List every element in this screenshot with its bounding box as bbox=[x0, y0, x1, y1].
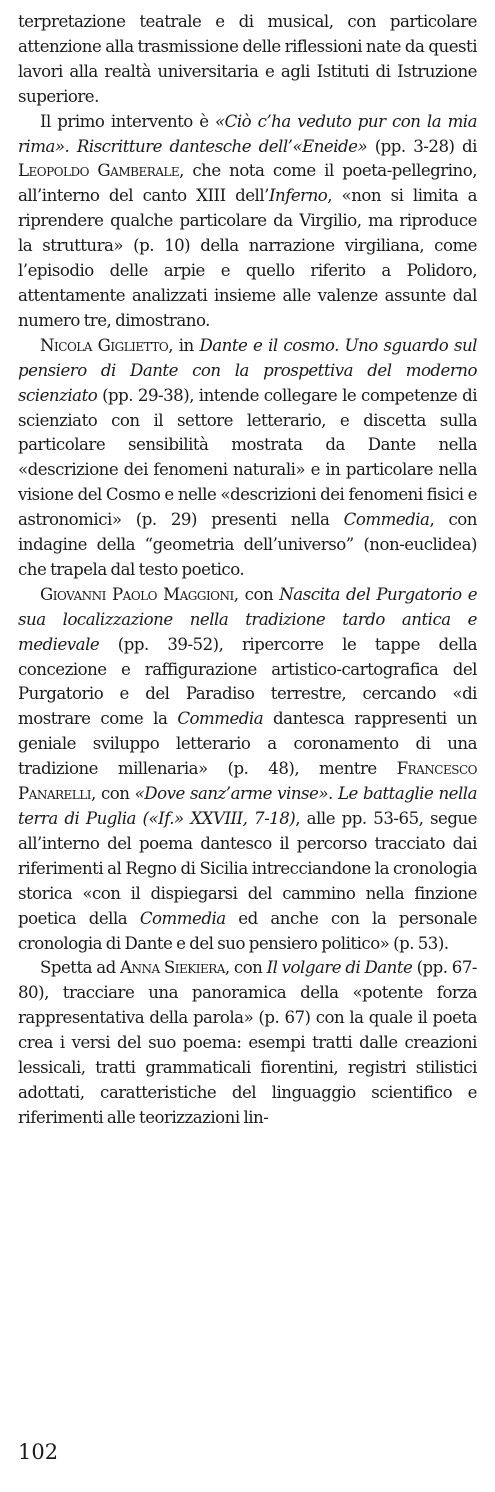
text-run: , con indagine della “geometria dell’universo” (non-euclidea) che trapela dal testo poetico. bbox=[18, 510, 477, 579]
paragraph bbox=[18, 956, 477, 1130]
author-name: Leopoldo Gamberale bbox=[18, 161, 180, 181]
page-body bbox=[18, 10, 477, 1131]
paragraph bbox=[18, 10, 477, 110]
work-title: Commedia bbox=[177, 709, 264, 729]
work-title: «Ciò c’ha veduto pur con la mia rima». Riscritture dantesche dell’«Eneide» bbox=[18, 111, 477, 156]
text-run: ed anche con la personale cronologia di Dante e del suo pensiero politico» (p. 53). bbox=[18, 908, 477, 953]
author-name: Giovanni Paolo Maggioni bbox=[40, 584, 234, 604]
paragraph bbox=[18, 583, 477, 957]
text-run: Il primo intervento è bbox=[40, 111, 216, 131]
text-run: (pp. 29-38), intende collegare le competenze di scienziato con il settore letterario, e discetta sulla particolare sensibilità mostrata da Dante nella «descrizione dei fenomeni naturali» e in particolare nella visione del Cosmo e nelle «descrizioni dei fenomeni fisici e astronomici» (p. 29) presenti nella bbox=[18, 385, 477, 530]
work-title: «Dove sanz’arme vinse». Le battaglie nella terra di Puglia («If.» XXVIII, 7-18) bbox=[18, 784, 478, 828]
text-run: , con bbox=[233, 584, 280, 604]
text-run: (pp. 39-52), ripercorre le tappe della concezione e raffigurazione artistico-cartografica del Purgatorio e del Paradiso terrestre, cercando «di mostrare come la bbox=[18, 634, 477, 729]
work-title: Il volgare di Dante bbox=[266, 958, 413, 978]
text-run: , alle pp. 53-65, segue all’interno del poema dantesco il percorso tracciato dai riferimenti al Regno di Sicilia intrecciandone la cronologia storica «con il dispiegarsi del cammino nella finzione poetica della bbox=[18, 809, 478, 928]
text-run: Spetta ad bbox=[40, 958, 120, 978]
text-run: , in bbox=[168, 335, 200, 355]
text-run: terpretazione teatrale e di musical, con particolare attenzione alla trasmissione delle riflessioni nate da questi lavori alla realtà universitaria e agli Istituti di Istruzione superiore. bbox=[18, 12, 477, 106]
work-title: Nascita del Purgatorio e sua localizzazione nella tradizione tardo antica e medievale bbox=[18, 584, 478, 654]
author-name: Nicola Giglietto bbox=[40, 335, 169, 355]
work-title: Dante e il cosmo. Uno sguardo sul pensiero di Dante con la prospettiva del moderno scienziato bbox=[18, 335, 477, 405]
author-name: Francesco Panarelli bbox=[18, 759, 477, 804]
text-run: (pp. 3-28) di bbox=[367, 136, 477, 156]
work-title: Commedia bbox=[343, 510, 430, 530]
author-name: Anna Siekiera bbox=[120, 958, 225, 978]
text-run: dantesca rappresenti un geniale sviluppo letterario a coronamento di una tradizione millenaria» (p. 48), mentre bbox=[18, 709, 477, 779]
text-run: , con bbox=[224, 958, 267, 978]
text-run: (pp. 67-80), tracciare una panoramica della «potente forza rappresentativa della parola» (p. 67) con la quale il poeta crea i versi del suo poema: esempi tratti dalle creazioni lessicali, tratti grammaticali fiorentini, registri stilistici adottati, caratteristiche del linguaggio scientifico e riferimenti alle teorizzazioni lin- bbox=[18, 958, 478, 1127]
paragraph bbox=[18, 334, 477, 583]
work-title: Inferno bbox=[268, 186, 328, 206]
page-number: 102 bbox=[18, 1440, 59, 1464]
text-run: , «non si limita a riprendere qualche particolare da Virgilio, ma riproduce la struttura» (p. 10) della narrazione virgiliana, come l’episodio delle arpie e quello riferito a Polidoro, attentamente analizzati insieme alle valenze assunte dal numero tre, dimostrano. bbox=[18, 186, 477, 330]
paragraph bbox=[18, 110, 477, 334]
text-run: , con bbox=[90, 784, 135, 804]
work-title: Commedia bbox=[139, 908, 226, 928]
text-run: , che nota come il poeta-pellegrino, all’interno del canto XIII dell’ bbox=[18, 161, 477, 206]
